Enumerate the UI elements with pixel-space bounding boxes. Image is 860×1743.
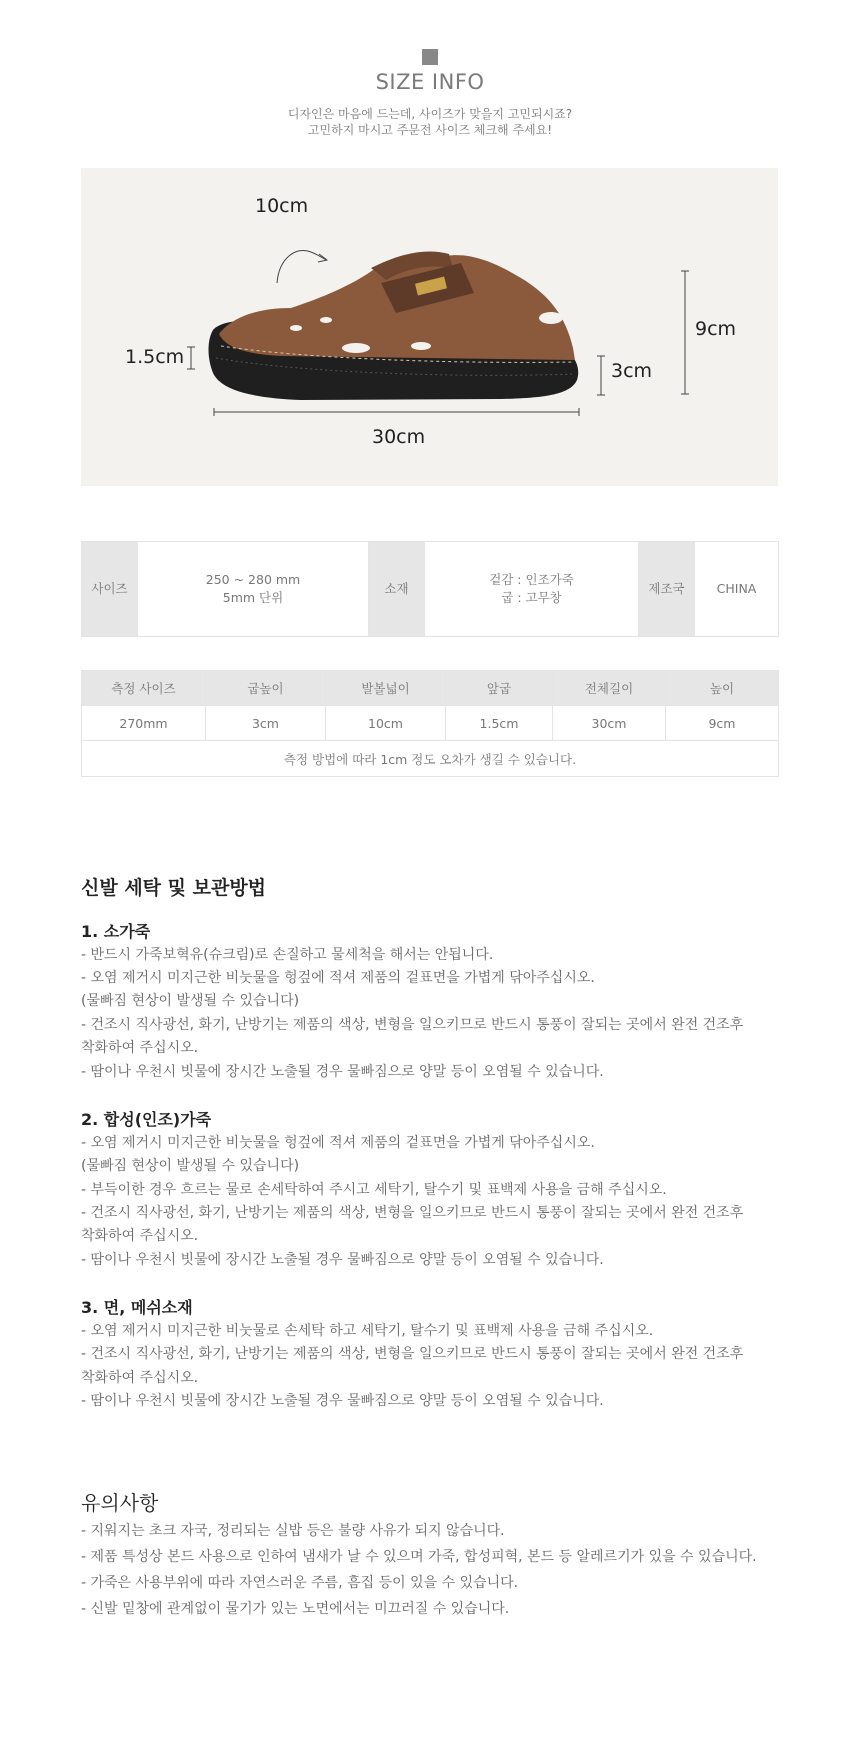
spec-table <box>81 541 779 637</box>
notice-line: - 신발 밑창에 관계없이 물기가 있는 노면에서는 미끄러질 수 있습니다. <box>81 1601 510 1617</box>
measurement-header: 높이 <box>666 671 779 706</box>
toe-dimension-label: 1.5cm <box>125 346 185 368</box>
care-line: - 오염 제거시 미지근한 비눗물을 헝겊에 적셔 제품의 겉표면을 가볍게 닦아주십시오. <box>81 1135 595 1151</box>
spec-size-range: 250 ~ 280 mm <box>205 572 301 587</box>
spec-size-value <box>138 542 369 637</box>
instep-dimension-label: 10cm <box>255 195 309 217</box>
spec-material-sole: 굽 : 고무창 <box>501 590 562 605</box>
spec-size-label: 사이즈 <box>82 542 138 637</box>
measurement-value: 270mm <box>82 706 206 741</box>
care-section-title: 2. 합성(인조)가죽 <box>81 1110 212 1129</box>
measurement-note: 측정 방법에 따라 1cm 정도 오차가 생길 수 있습니다. <box>82 741 779 777</box>
measurement-header: 발볼넓이 <box>326 671 446 706</box>
length-dimension-label: 30cm <box>372 426 426 448</box>
notice-title: 유의사항 <box>81 1491 159 1515</box>
care-section-title: 1. 소가죽 <box>81 922 151 941</box>
section-marker <box>422 49 438 65</box>
care-line: - 반드시 가죽보혁유(슈크림)로 손질하고 물세척을 해서는 안됩니다. <box>81 947 494 963</box>
notice-line: - 지워지는 초크 자국, 정리되는 실밥 등은 불량 사유가 되지 않습니다. <box>81 1523 505 1539</box>
measurement-value: 3cm <box>206 706 326 741</box>
measurement-header-row <box>82 671 779 706</box>
page-title: SIZE INFO <box>375 70 485 94</box>
measurement-value: 1.5cm <box>446 706 553 741</box>
spec-origin-label: 제조국 <box>639 542 695 637</box>
measurement-header: 앞굽 <box>446 671 553 706</box>
care-line: - 땀이나 우천시 빗물에 장시간 노출될 경우 물빠짐으로 양말 등이 오염될 수 있습니다. <box>81 1252 604 1268</box>
notice-line: - 가죽은 사용부위에 따라 자연스러운 주름, 흠집 등이 있을 수 있습니다. <box>81 1575 519 1591</box>
care-line: - 땀이나 우천시 빗물에 장시간 노출될 경우 물빠짐으로 양말 등이 오염될 수 있습니다. <box>81 1064 604 1080</box>
care-line: (물빠짐 현상이 발생될 수 있습니다) <box>81 1158 300 1174</box>
care-line: - 땀이나 우천시 빗물에 장시간 노출될 경우 물빠짐으로 양말 등이 오염될 수 있습니다. <box>81 1393 604 1409</box>
heel-dimension-label: 3cm <box>611 360 653 382</box>
measurement-note-row <box>82 741 779 777</box>
care-line: - 오염 제거시 미지근한 비눗물을 헝겊에 적셔 제품의 겉표면을 가볍게 닦아주십시오. <box>81 970 595 986</box>
care-line: - 오염 제거시 미지근한 비눗물로 손세탁 하고 세탁기, 탈수기 및 표백제 사용을 금해 주십시오. <box>81 1323 654 1339</box>
measurement-value-row <box>82 706 779 741</box>
height-dimension-label: 9cm <box>695 318 737 340</box>
care-line: 착화하여 주십시오. <box>81 1228 199 1244</box>
care-line: 착화하여 주십시오. <box>81 1040 199 1056</box>
measurement-header: 전체길이 <box>553 671 666 706</box>
measurement-table <box>81 670 779 777</box>
notice-line: - 제품 특성상 본드 사용으로 인하여 냄새가 날 수 있으며 가죽, 합성피혁, 본드 등 알레르기가 있을 수 있습니다. <box>81 1549 757 1565</box>
care-title: 신발 세탁 및 보관방법 <box>81 877 267 899</box>
spec-material-label: 소재 <box>369 542 425 637</box>
spec-material-value <box>425 542 639 637</box>
measurement-header: 굽높이 <box>206 671 326 706</box>
care-line: 착화하여 주십시오. <box>81 1370 199 1386</box>
measurement-value: 30cm <box>553 706 666 741</box>
measurement-value: 10cm <box>326 706 446 741</box>
spec-material-outer: 겉감 : 인조가죽 <box>489 572 574 587</box>
measurement-header: 측정 사이즈 <box>82 671 206 706</box>
subtitle-line-1: 디자인은 마음에 드는데, 사이즈가 맞을지 고민되시죠? <box>287 107 573 121</box>
measurement-value: 9cm <box>666 706 779 741</box>
care-section-title: 3. 면, 메쉬소재 <box>81 1298 193 1317</box>
care-line: (물빠짐 현상이 발생될 수 있습니다) <box>81 993 300 1009</box>
shoe-illustration <box>81 168 778 486</box>
care-line: - 건조시 직사광선, 화기, 난방기는 제품의 색상, 변형을 일으키므로 반드시 통풍이 잘되는 곳에서 완전 건조후 <box>81 1017 744 1033</box>
spec-origin-value: CHINA <box>695 542 779 637</box>
spec-size-step: 5mm 단위 <box>222 590 284 605</box>
care-line: - 부득이한 경우 흐르는 물로 손세탁하여 주시고 세탁기, 탈수기 및 표백제 사용을 금해 주십시오. <box>81 1182 667 1198</box>
shoe-dimension-panel <box>81 168 778 486</box>
care-line: - 건조시 직사광선, 화기, 난방기는 제품의 색상, 변형을 일으키므로 반드시 통풍이 잘되는 곳에서 완전 건조후 <box>81 1205 744 1221</box>
care-line: - 건조시 직사광선, 화기, 난방기는 제품의 색상, 변형을 일으키므로 반드시 통풍이 잘되는 곳에서 완전 건조후 <box>81 1346 744 1362</box>
subtitle-line-2: 고민하지 마시고 주문전 사이즈 체크해 주세요! <box>307 123 553 137</box>
